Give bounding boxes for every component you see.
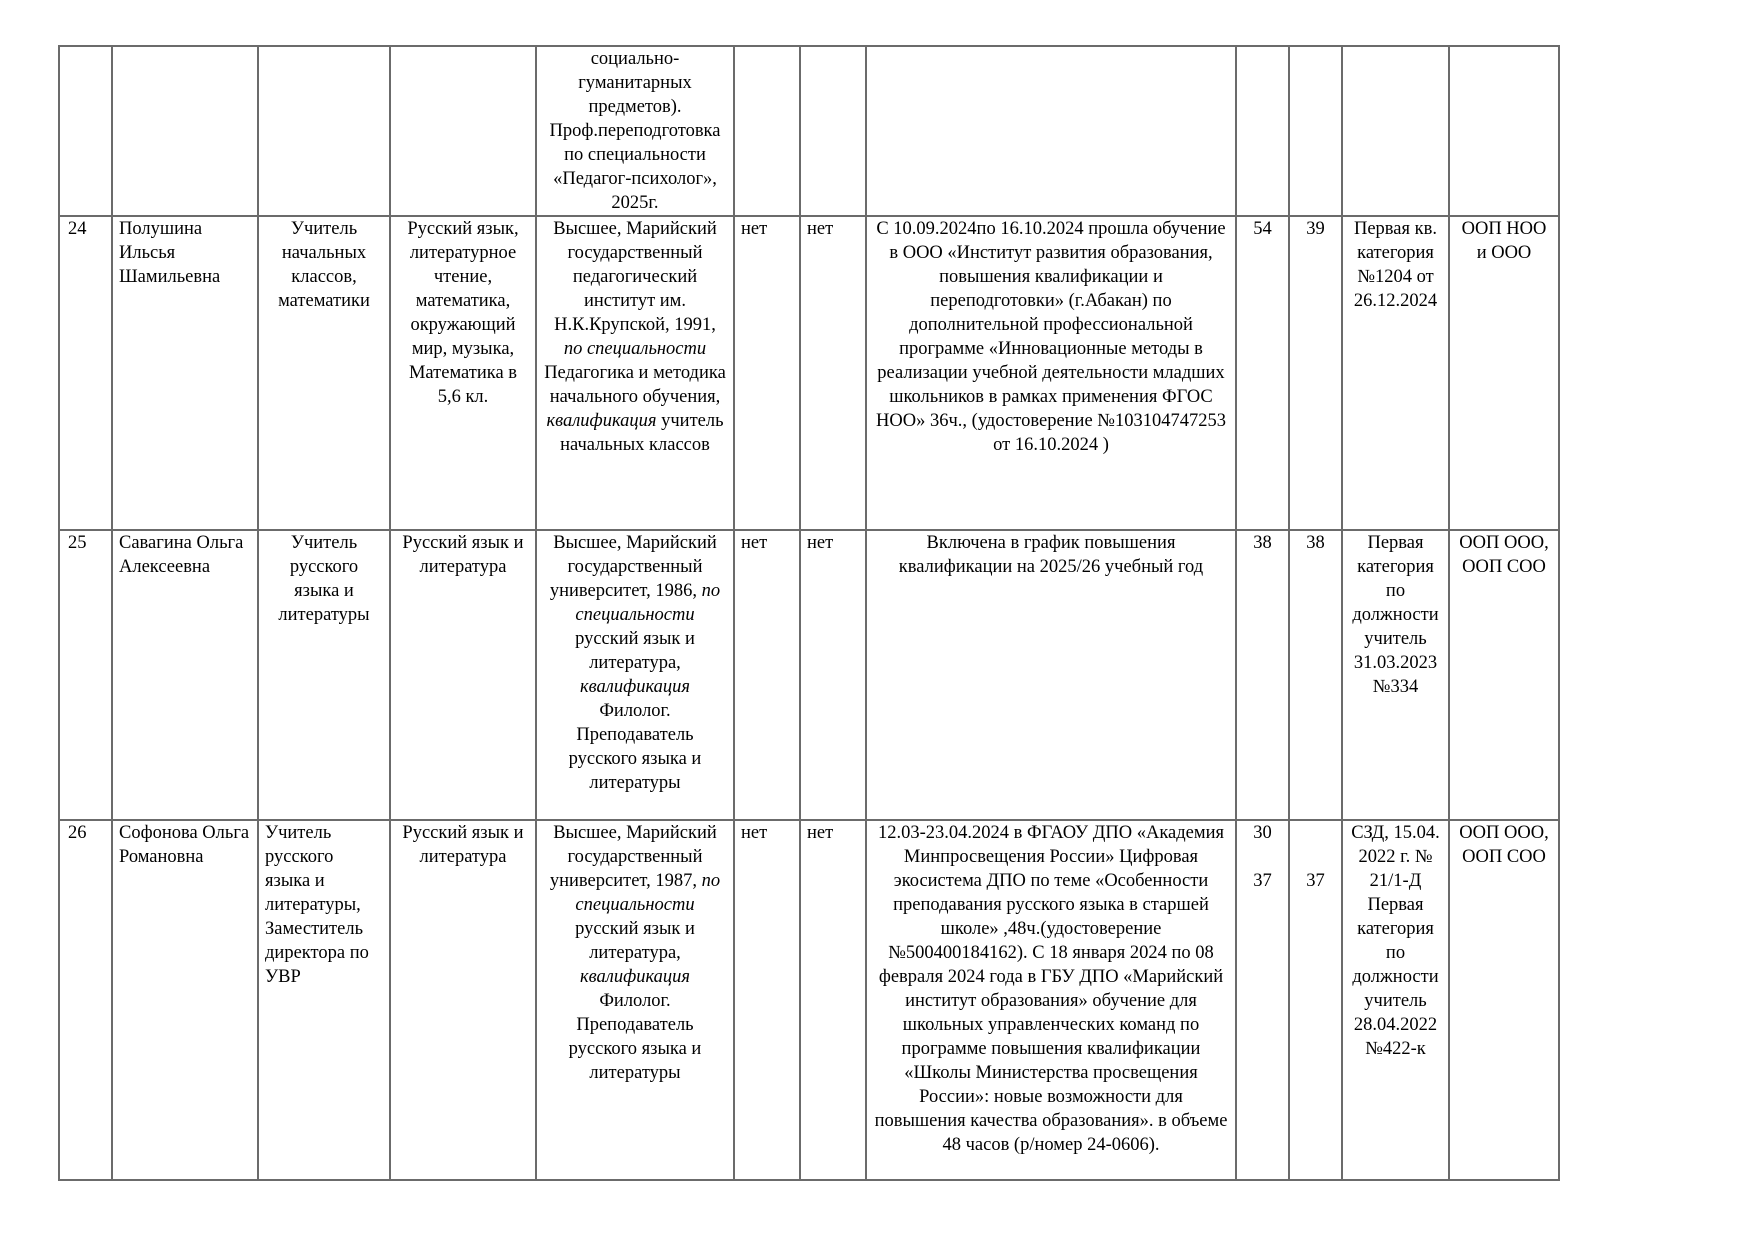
cell-ped-exp xyxy=(1289,820,1342,1180)
cell-title xyxy=(800,46,866,216)
cell-total-exp xyxy=(1236,46,1289,216)
table-row xyxy=(59,530,1559,820)
staff-table xyxy=(58,45,1560,1181)
cell-degree: нет xyxy=(734,216,800,530)
edu-italic: квалификация xyxy=(579,967,691,987)
edu-italic: квалификация xyxy=(546,411,657,431)
cell-category: СЗД, 15.04. 2022 г. № 21/1-Д Первая категория по должности учитель 28.04.2022 №422-к xyxy=(1342,820,1449,1180)
cell-name xyxy=(112,46,258,216)
edu-line: предметов). xyxy=(588,97,682,117)
cell-total-exp: 54 xyxy=(1236,216,1289,530)
cell-degree: нет xyxy=(734,530,800,820)
cell-education xyxy=(536,530,734,820)
cell-subjects: Русский язык и литература xyxy=(390,530,536,820)
edu-line: 2025г. xyxy=(611,193,659,213)
cell-title: нет xyxy=(800,216,866,530)
spacer xyxy=(1243,845,1282,869)
cell-position xyxy=(258,46,390,216)
edu-text: учитель начальных классов xyxy=(560,411,724,455)
edu-text: Высшее, Марийский государственный университет, 1986, xyxy=(549,533,717,601)
cell-ped-exp: 38 xyxy=(1289,530,1342,820)
cell-category xyxy=(1342,46,1449,216)
cell-education xyxy=(536,216,734,530)
cell-title: нет xyxy=(800,820,866,1180)
cell-education xyxy=(536,46,734,216)
edu-text: Филолог. Преподаватель русского языка и литературы xyxy=(568,701,702,793)
cell-training xyxy=(866,46,1236,216)
edu-italic: квалификация xyxy=(579,677,691,697)
document-page xyxy=(58,45,1560,1181)
spacer xyxy=(1296,845,1335,869)
cell-degree xyxy=(734,46,800,216)
edu-text: русский язык и литература, xyxy=(575,629,695,673)
cell-num xyxy=(59,46,112,216)
cell-name: Савагина Ольга Алексеевна xyxy=(112,530,258,820)
total-exp-value-2: 37 xyxy=(1253,871,1272,891)
edu-text: Филолог. Преподаватель русского языка и литературы xyxy=(568,991,702,1083)
edu-line: социально- xyxy=(590,49,680,69)
cell-num: 25 xyxy=(59,530,112,820)
cell-training: Включена в график повышения квалификации на 2025/26 учебный год xyxy=(866,530,1236,820)
cell-num: 26 xyxy=(59,820,112,1180)
cell-education xyxy=(536,820,734,1180)
edu-italic: по специальности xyxy=(575,871,721,915)
cell-programs: ООП ООО, ООП СОО xyxy=(1449,530,1559,820)
edu-line: Проф.переподготовка xyxy=(549,121,721,141)
edu-italic: по специальности xyxy=(563,339,707,359)
cell-subjects: Русский язык и литература xyxy=(390,820,536,1180)
cell-subjects: Русский язык, литературное чтение, математика, окружающий мир, музыка, Математика в 5,6 кл. xyxy=(390,216,536,530)
cell-training: С 10.09.2024по 16.10.2024 прошла обучение в ООО «Институт развития образования, повышения квалификации и переподготовки» (г.Абакан) по дополнительной профессиональной программе «Инновационные методы в реализации учебной деятельности младших школьников в рамках применения ФГОС НОО» 36ч., (удостоверение №103104747253 от 16.10.2024 ) xyxy=(866,216,1236,530)
edu-line: гуманитарных xyxy=(578,73,692,93)
cell-name: Полушина Ильсья Шамильевна xyxy=(112,216,258,530)
edu-line: «Педагог-психолог», xyxy=(553,169,717,189)
cell-programs: ООП ООО, ООП СОО xyxy=(1449,820,1559,1180)
edu-text: Высшее, Марийский государственный университет, 1987, xyxy=(549,823,717,891)
spacer xyxy=(1296,821,1335,845)
cell-position: Учитель начальных классов, математики xyxy=(258,216,390,530)
ped-exp-value: 37 xyxy=(1306,871,1325,891)
cell-ped-exp: 39 xyxy=(1289,216,1342,530)
cell-total-exp xyxy=(1236,820,1289,1180)
table-row xyxy=(59,820,1559,1180)
table-row xyxy=(59,46,1559,216)
cell-degree: нет xyxy=(734,820,800,1180)
cell-training: 12.03-23.04.2024 в ФГАОУ ДПО «Академия Минпросвещения России» Цифровая экосистема ДПО по теме «Особенности преподавания русского языка в старшей школе» ,48ч.(удостоверение №500400184162). С 18 января 2024 по 08 февраля 2024 года в ГБУ ДПО «Марийский институт образования» обучение для школьных управленческих команд по программе повышения квалификации «Школы Министерства просвещения России»: новые возможности для повышения качества образования». в объеме 48 часов (р/номер 24-0606). xyxy=(866,820,1236,1180)
cell-num: 24 xyxy=(59,216,112,530)
cell-category: Первая категория по должности учитель 31.03.2023 №334 xyxy=(1342,530,1449,820)
edu-text: русский язык и литература, xyxy=(575,919,695,963)
cell-position: Учитель русского языка и литературы, Заместитель директора по УВР xyxy=(258,820,390,1180)
cell-title: нет xyxy=(800,530,866,820)
cell-total-exp: 38 xyxy=(1236,530,1289,820)
cell-subjects xyxy=(390,46,536,216)
cell-position: Учитель русского языка и литературы xyxy=(258,530,390,820)
table-row xyxy=(59,216,1559,530)
edu-line: по специальности xyxy=(564,145,706,165)
edu-text: Педагогика и методика начального обучения, xyxy=(544,363,726,407)
edu-text: Высшее, Марийский государственный педагогический институт им. Н.К.Крупской, 1991, xyxy=(553,219,717,335)
cell-category: Первая кв. категория №1204 от 26.12.2024 xyxy=(1342,216,1449,530)
total-exp-value: 30 xyxy=(1253,823,1272,843)
cell-ped-exp xyxy=(1289,46,1342,216)
cell-name: Софонова Ольга Романовна xyxy=(112,820,258,1180)
edu-italic: по специальности xyxy=(575,581,721,625)
cell-programs xyxy=(1449,46,1559,216)
cell-programs: ООП НОО и ООО xyxy=(1449,216,1559,530)
